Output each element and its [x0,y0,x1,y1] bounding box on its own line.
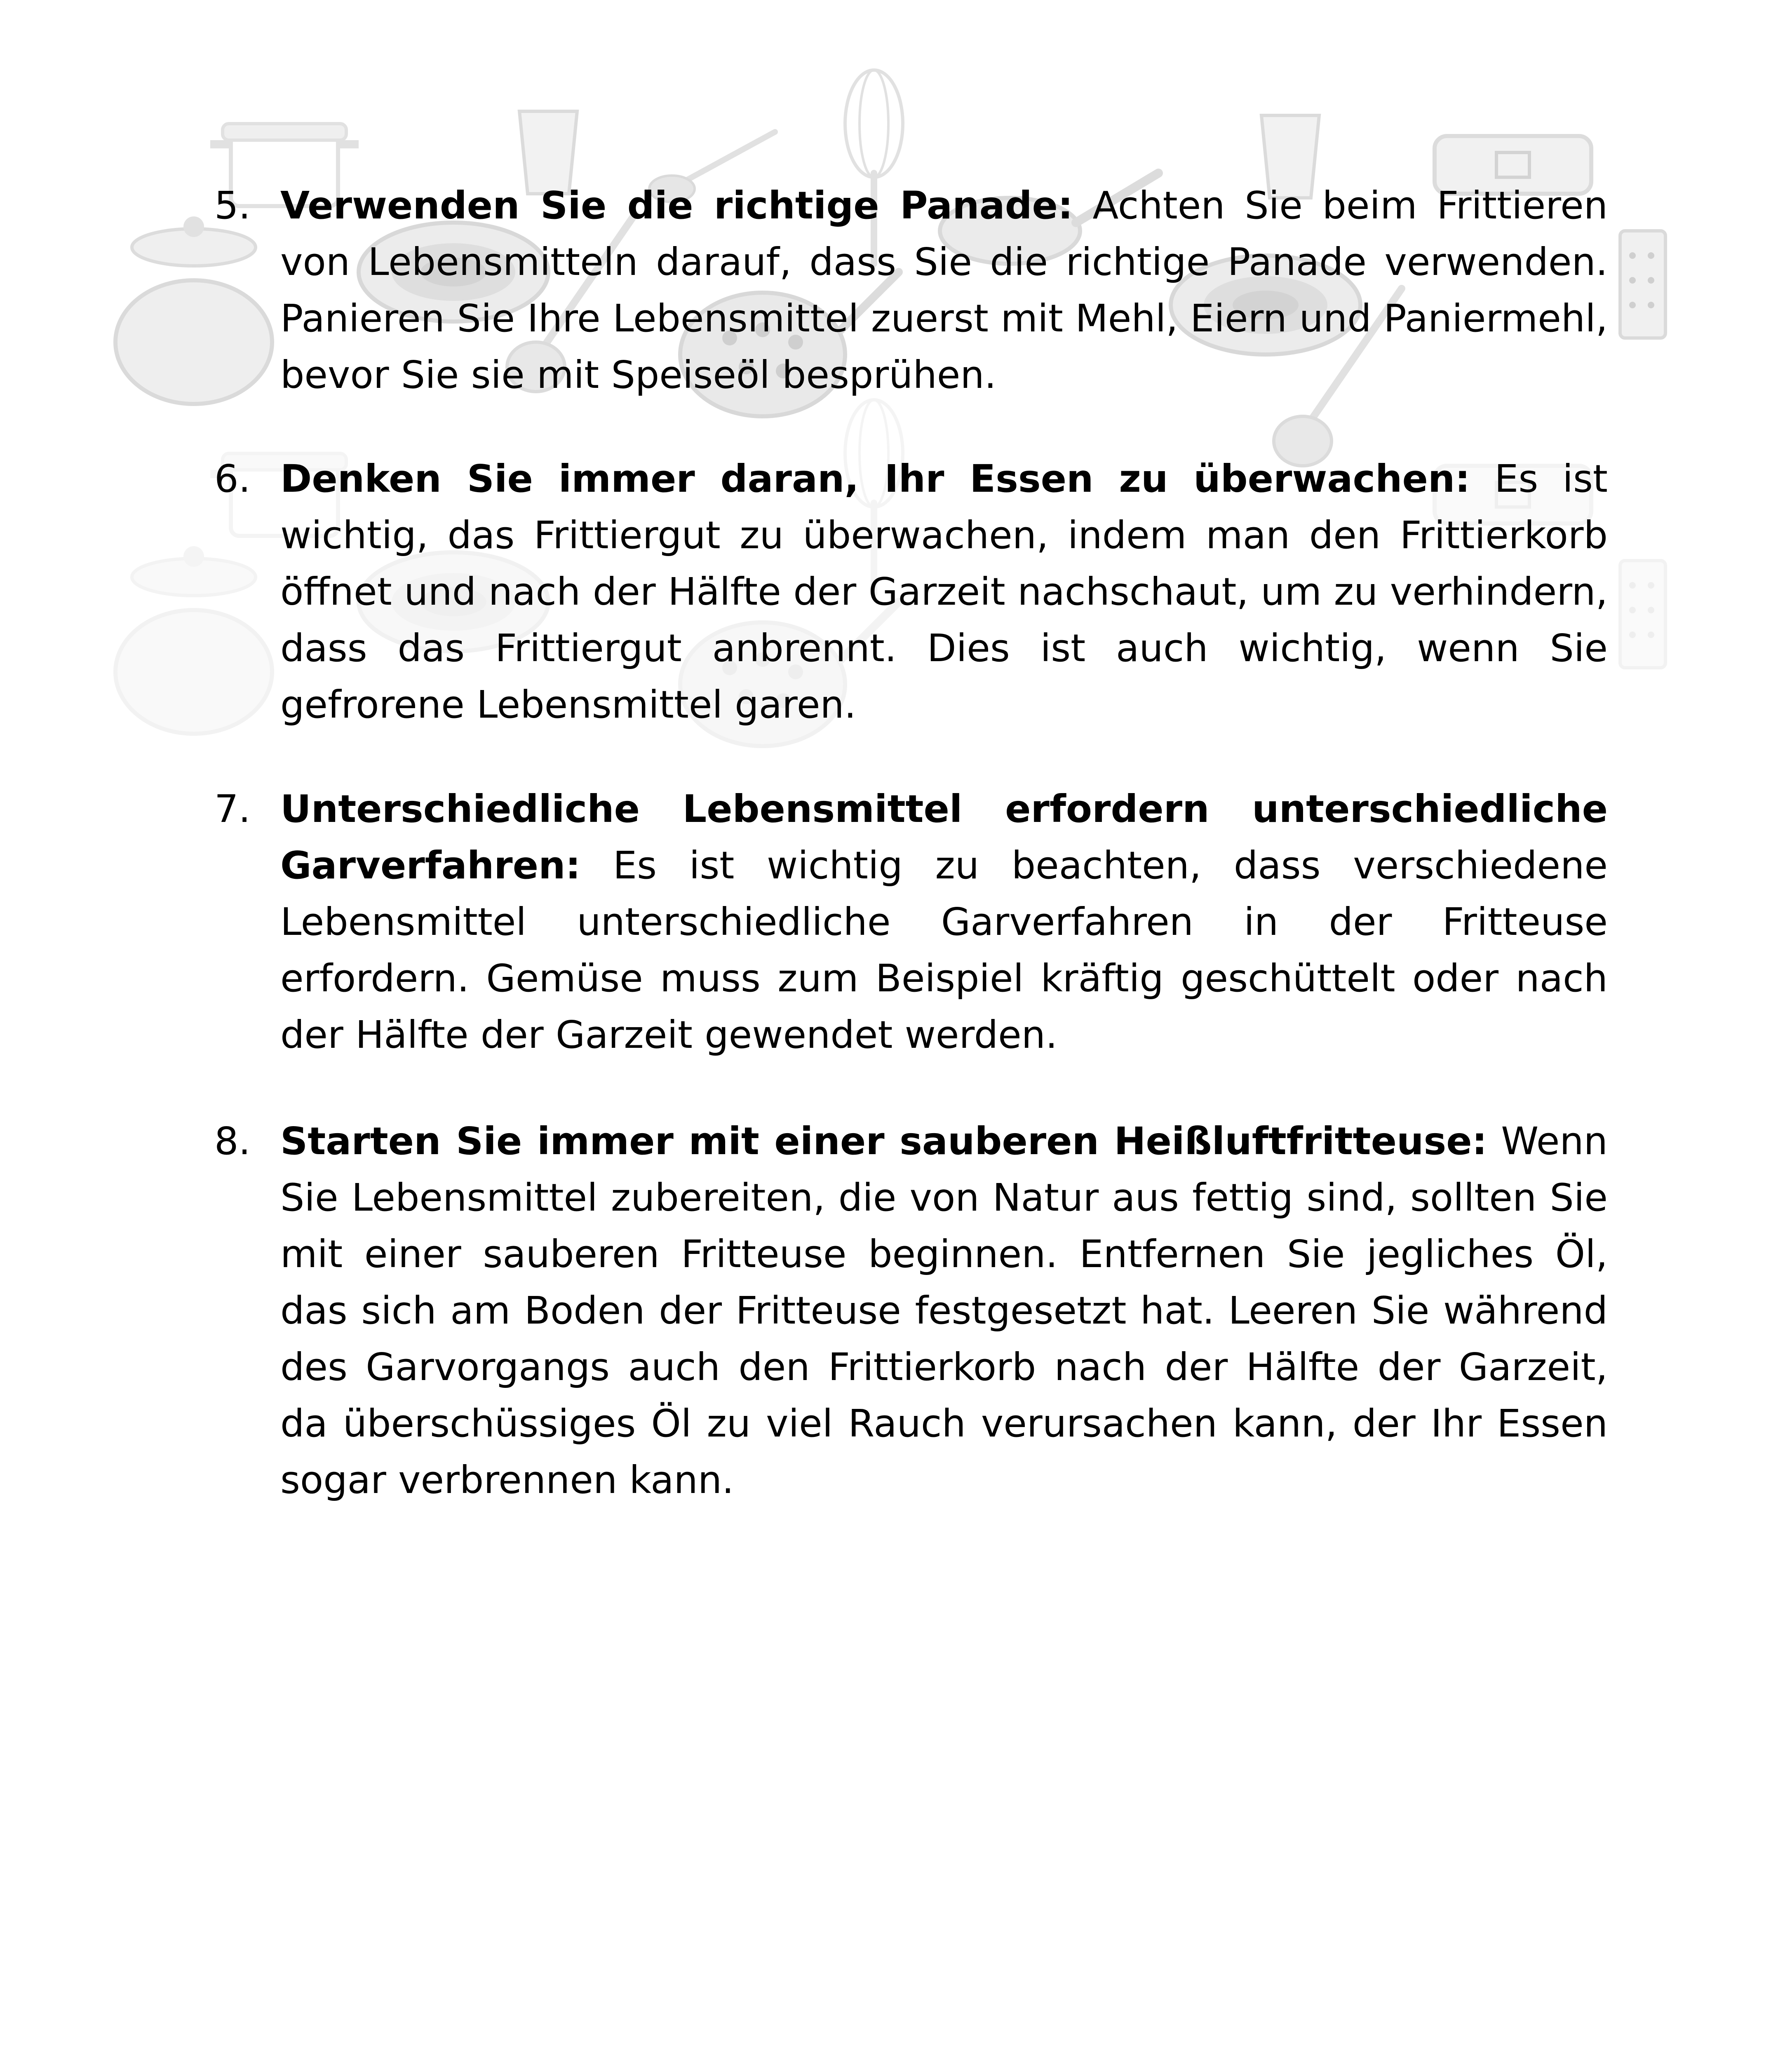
item-body: Wenn Sie Lebensmittel zubereiten, die von Natur aus fettig sind, sollten Sie mit einer sauberen Fritteuse beginnen. Entfernen Sie jegliches Öl, das sich am Boden der Fritteuse festgesetzt hat. Leeren Sie während des Garvorgangs auch den Frittierkorb nach der Hälfte der Garzeit, da überschüssiges Öl zu viel Rauch verursachen kann, der Ihr Essen sogar verbrennen kann. [280,1119,1608,1502]
item-body: Es ist wichtig, das Frittiergut zu überwachen, indem man den Frittierkorb öffnet und nach der Hälfte der Garzeit nachschaut, um zu verhindern, dass das Frittiergut anbrennt. Dies ist auch wichtig, wenn Sie gefrorene Lebensmittel garen. [280,457,1608,727]
item-body: Es ist wichtig zu beachten, dass verschiedene Lebensmittel unterschiedliche Garverfahren in der Fritteuse erfordern. Gemüse muss zum Beispiel kräftig geschüttelt oder nach der Hälfte der Garzeit gewendet werden. [280,843,1608,1057]
list-number: 6. [214,457,251,501]
list-item-text [280,781,1608,1063]
list-item-8 [214,1113,1608,1508]
item-heading: Denken Sie immer daran, Ihr Essen zu überwachen: [280,457,1470,501]
item-body: Achten Sie beim Frittieren von Lebensmitteln darauf, dass Sie die richtige Panade verwenden. Panieren Sie Ihre Lebensmittel zuerst mit Mehl, Eiern und Paniermehl, bevor Sie sie mit Speiseöl besprühen. [280,183,1608,397]
list-item-text [280,1113,1608,1508]
list-item-6 [214,451,1608,733]
list-number: 5. [214,183,251,228]
list-item-text [280,177,1608,403]
item-heading: Unterschiedliche Lebensmittel erfordern unterschiedliche Garverfahren: [280,787,1608,887]
list-item-text [280,451,1608,733]
item-heading: Verwenden Sie die richtige Panade: [280,183,1073,228]
list-number: 7. [214,787,251,831]
list-item-7 [214,781,1608,1063]
item-heading: Starten Sie immer mit einer sauberen Heißluftfritteuse: [280,1119,1487,1163]
list-number: 8. [214,1119,251,1163]
list-item-5 [214,177,1608,403]
